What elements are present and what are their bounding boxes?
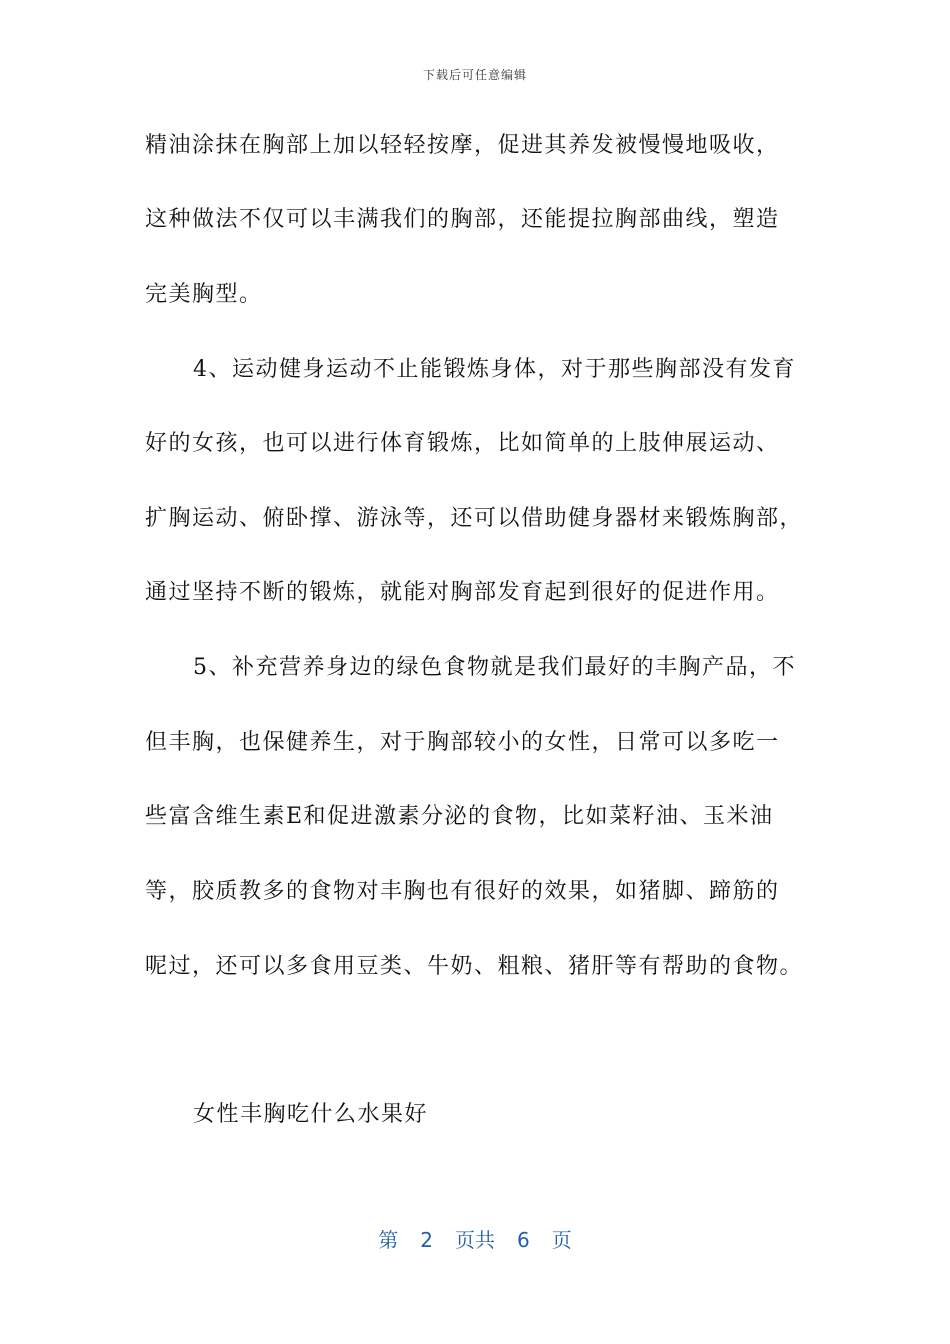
footer-suffix: 页 bbox=[551, 1228, 572, 1252]
body-line: 完美胸型。 bbox=[145, 282, 263, 307]
footer-total-pages: 6 bbox=[517, 1228, 530, 1252]
body-line: 呢过，还可以多食用豆类、牛奶、粗粮、猪肝等有帮助的食物。 bbox=[145, 954, 804, 979]
page-header: 下载后可任意编辑 bbox=[422, 68, 527, 82]
body-line: 这种做法不仅可以丰满我们的胸部，还能提拉胸部曲线，塑造 bbox=[145, 207, 780, 232]
body-line: 扩胸运动、俯卧撑、游泳等，还可以借助健身器材来锻炼胸部， bbox=[145, 506, 804, 531]
footer-prefix: 第 bbox=[378, 1228, 399, 1252]
body-line: 但丰胸，也保健养生，对于胸部较小的女性，日常可以多吃一 bbox=[145, 730, 780, 755]
section-heading: 女性丰胸吃什么水果好 bbox=[193, 1102, 429, 1127]
page-footer bbox=[0, 1224, 950, 1253]
body-line: 通过坚持不断的锻炼，就能对胸部发育起到很好的促进作用。 bbox=[145, 580, 780, 605]
body-line: 等，胶质教多的食物对丰胸也有很好的效果，如猪脚、蹄筋的 bbox=[145, 879, 780, 904]
body-line: 些富含维生素E和促进激素分泌的食物，比如菜籽油、玉米油 bbox=[145, 804, 774, 829]
body-line: 好的女孩，也可以进行体育锻炼，比如简单的上肢伸展运动、 bbox=[145, 431, 780, 456]
footer-page-number: 2 bbox=[420, 1228, 433, 1252]
footer-middle: 页共 bbox=[455, 1228, 495, 1252]
body-line: 精油涂抹在胸部上加以轻轻按摩，促进其养发被慢慢地吸收， bbox=[145, 133, 780, 158]
body-line: 5、补充营养身边的绿色食物就是我们最好的丰胸产品，不 bbox=[193, 655, 796, 680]
body-line: 4、运动健身运动不止能锻炼身体，对于那些胸部没有发育 bbox=[193, 357, 796, 382]
